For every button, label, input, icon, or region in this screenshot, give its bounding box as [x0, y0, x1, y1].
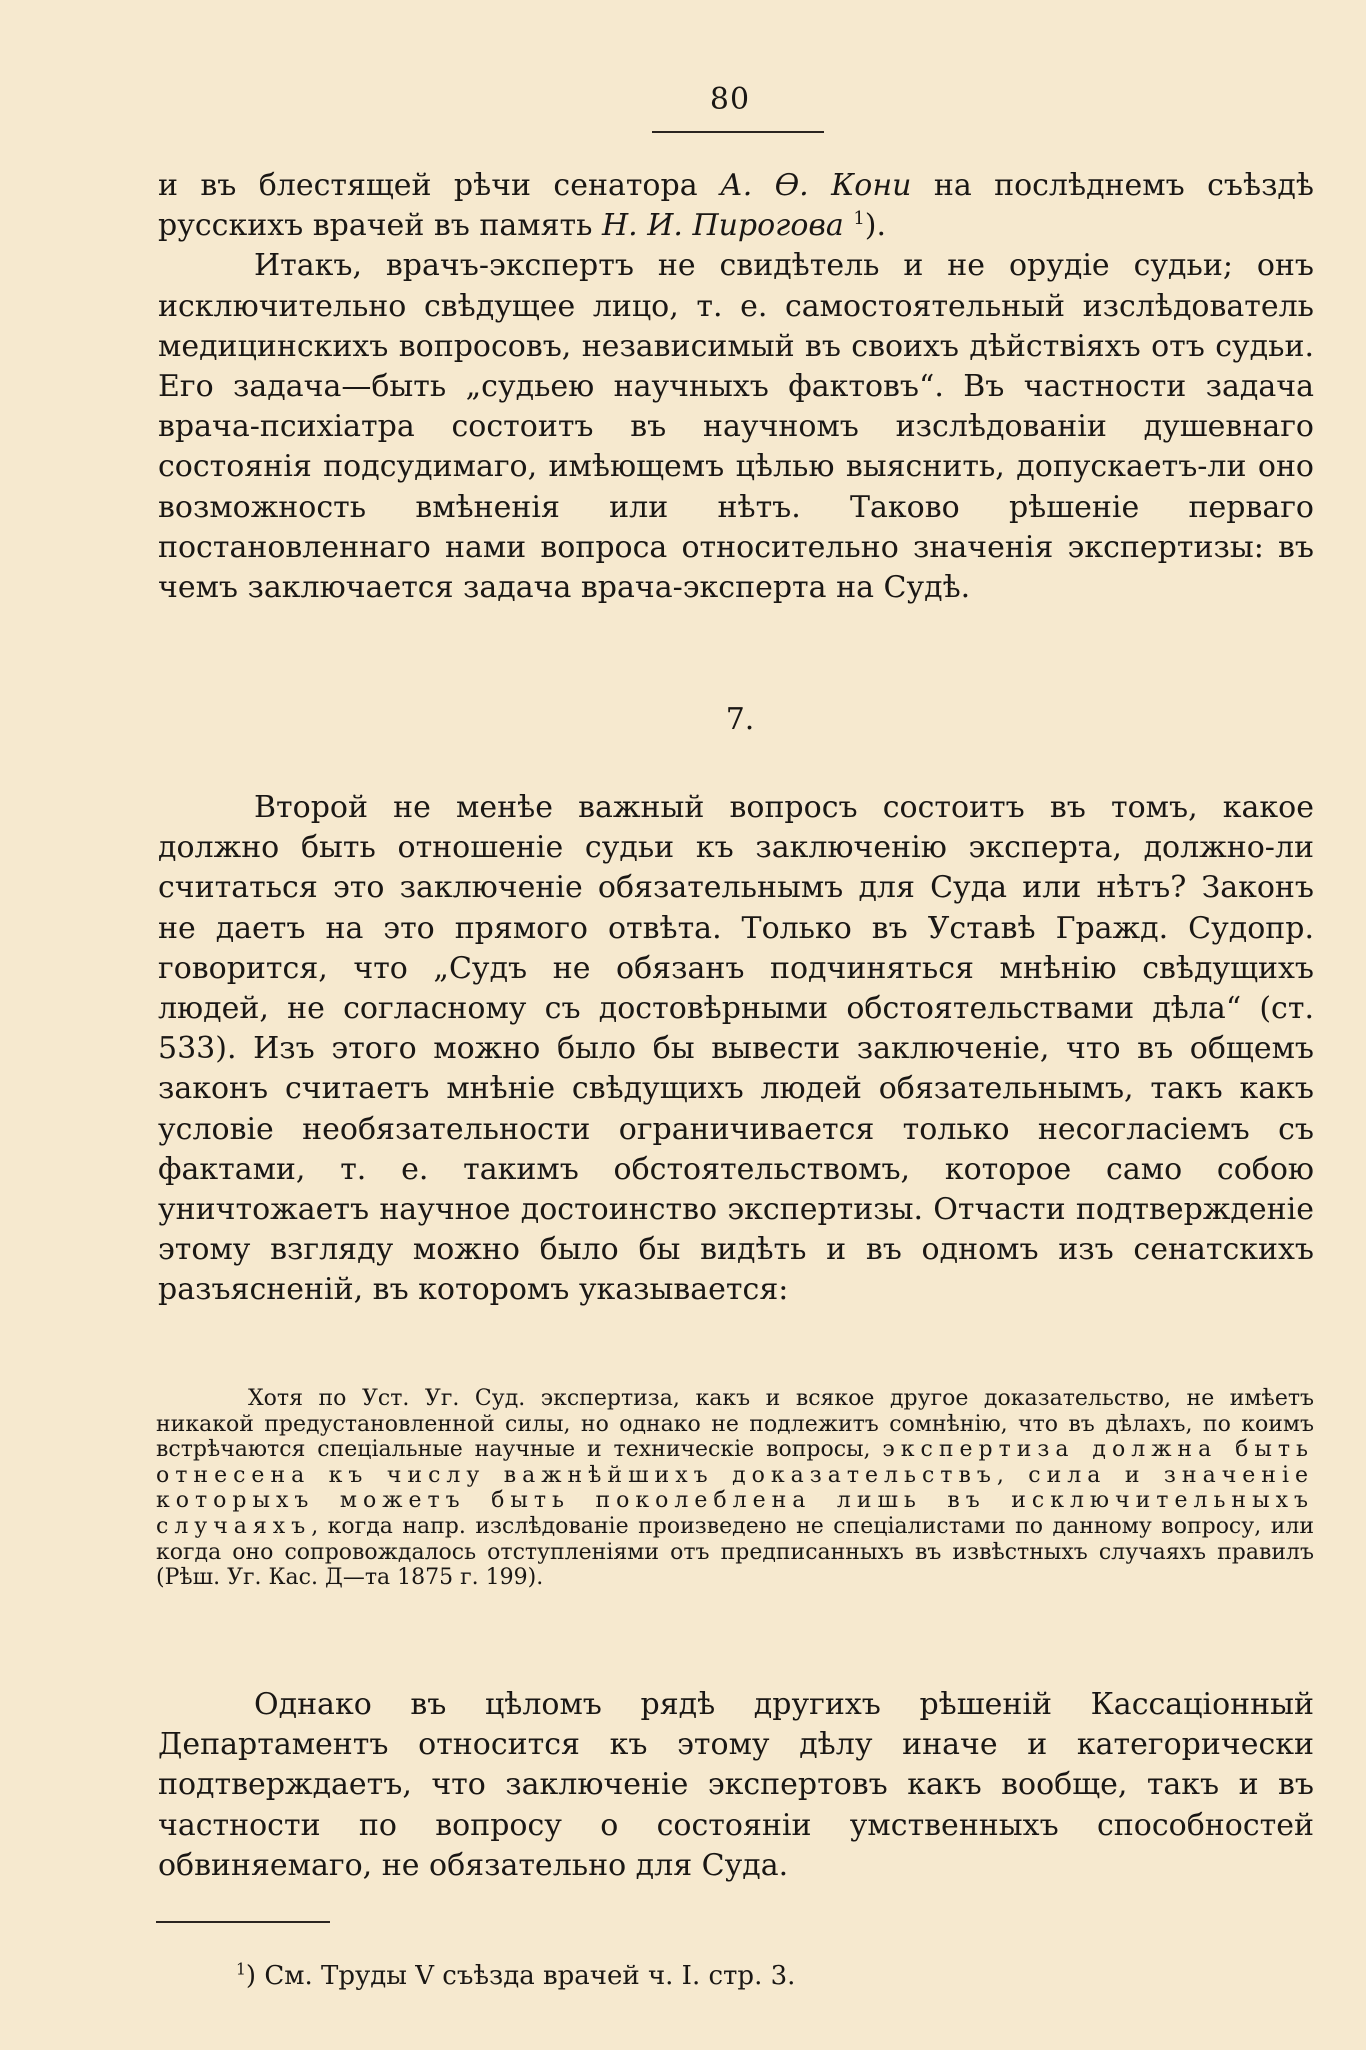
footnote-rule — [156, 1921, 330, 1923]
quote-text: , когда напр. изслѣдованіе произведено не спеціалистами по данному вопросу, или когда оно сопровождалось отступленіями отъ предписанныхъ въ извѣстныхъ случаяхъ правилъ (Рѣш. Уг. Кас. Д—та 1875 г. 199). — [156, 1513, 1314, 1591]
senate-quote — [156, 1386, 1314, 1591]
page-number: 80 — [709, 82, 751, 117]
text-block-1 — [158, 166, 1314, 608]
header-rule — [652, 131, 824, 133]
paragraph-continuation — [158, 166, 1314, 246]
paragraph-judge-relation: Второй не менѣе важный вопросъ состоитъ въ томъ, какое должно быть отношеніе судьи къ заключенію эксперта, должно-ли считаться это заключеніе обязательнымъ для Суда или нѣтъ? Законъ не даетъ на это прямого отвѣта. Только въ Уставѣ Гражд. Судопр. говорится, что „Судъ не обязанъ подчиняться мнѣнію свѣдущихъ людей, не согласному съ достовѣрными обстоятельствами дѣла“ (ст. 533). Изъ этого можно было бы вывести заключеніе, что въ общемъ законъ считаетъ мнѣніе свѣдущихъ людей обязательнымъ, такъ какъ условіе необязательности ограничивается только несогласіемъ съ фактами, т. е. такимъ обстоятельствомъ, которое само собою уничтожаетъ научное достоинство экспертизы. Отчасти подтвержденіе этому взгляду можно было бы видѣть и въ одномъ изъ сенатскихъ разъясненій, въ которомъ указывается: — [158, 790, 1314, 1308]
footnote — [236, 1960, 1236, 1992]
text-run: и въ блестящей рѣчи сенатора — [158, 168, 720, 203]
section-number: 7. — [725, 702, 755, 737]
paragraph-cassation: Однако въ цѣломъ рядѣ другихъ рѣшеній Кассаціонный Департаментъ относится къ этому дѣлу иначе и категорически подтверждаетъ, что заключеніе экспертовъ какъ вообще, такъ и въ частности по вопросу о состояніи умственныхъ способностей обвиняемаго, не обязательно для Суда. — [158, 1687, 1314, 1883]
person-name-pirogov: Н. И. Пирогова — [601, 208, 844, 244]
text-block-2 — [158, 788, 1314, 1311]
footnote-reference: 1 — [853, 208, 865, 230]
footnote-text: ) См. Труды V съѣзда врачей ч. I. стр. 3. — [245, 1961, 796, 1991]
person-name-koni: А. Ѳ. Кони — [719, 168, 912, 203]
text-block-3 — [158, 1685, 1314, 1886]
quote-spaced-text: экспертиза должна быть отнесена къ числу важнѣйшихъ доказательствъ, сила и значеніе которыхъ можетъ быть поколеблена лишь въ исключительныхъ случаяхъ — [156, 1437, 1315, 1539]
quote-text: Хотя по Уст. Уг. Суд. экспертиза, какъ и всякое другое доказательство, не имѣетъ никакой предустановленной силы, но однако не подлежитъ сомнѣнію, что въ дѣлахъ, по коимъ встрѣчаются спеціальные научные и техническіе вопросы, — [156, 1386, 1314, 1463]
text-run: ). — [864, 208, 887, 244]
text-run: на послѣднемъ съѣздѣ русскихъ врачей въ память — [158, 168, 1314, 244]
footnote-marker: 1 — [236, 1960, 246, 1979]
paragraph-expert-role: Итакъ, врачъ-экспертъ не свидѣтель и не орудіе судьи; онъ исключительно свѣдущее лицо, т. е. самостоятельный изслѣдователь медицинскихъ вопросовъ, независимый въ своихъ дѣйствіяхъ отъ судьи. Его задача—быть „судьею научныхъ фактовъ“. Въ частности задача врача-психіатра состоитъ въ научномъ изслѣдованіи душевнаго состоянія подсудимаго, имѣющемъ цѣлью выяснить, допускаетъ-ли оно возможность вмѣненія или нѣтъ. Таково рѣшеніе перваго постановленнаго нами вопроса относительно значенія экспертизы: въ чемъ заключается задача врача-эксперта на Судѣ. — [158, 248, 1314, 606]
quote-paragraph — [156, 1386, 1314, 1591]
